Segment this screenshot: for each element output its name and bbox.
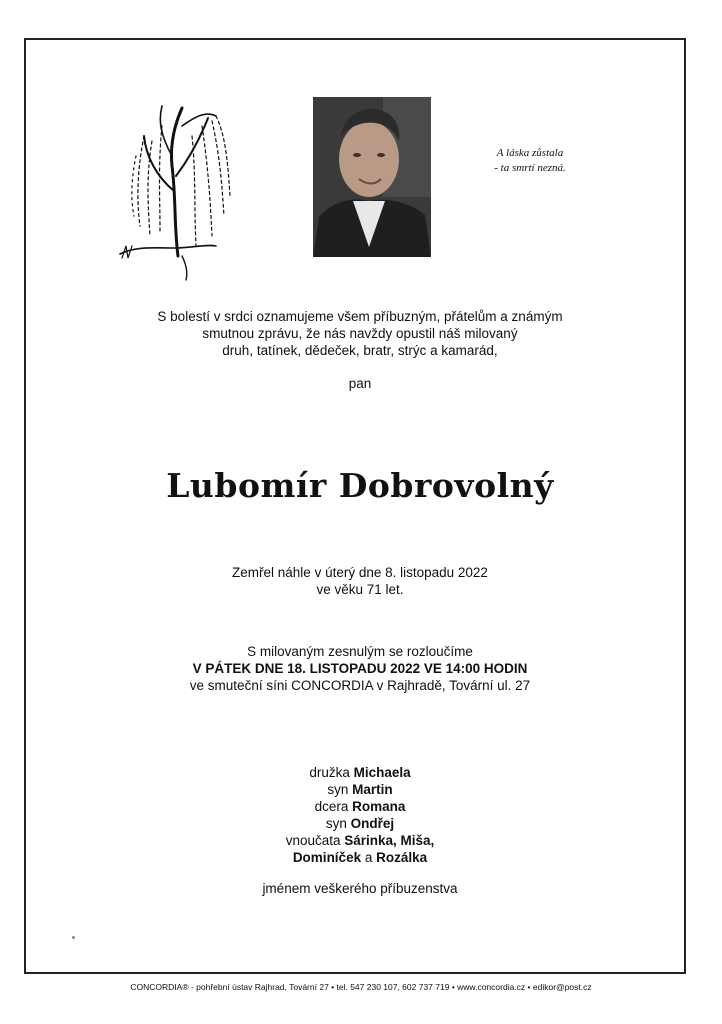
mourner-row — [60, 815, 660, 832]
mourner-name: Rozálka — [376, 850, 428, 865]
footer-contact: CONCORDIA® - pohřební ústav Rajhrad, Tovární 27 • tel. 547 230 107, 602 737 719 • www.concordia.cz • edikor@post.cz — [130, 982, 592, 992]
death-info — [60, 564, 660, 598]
mourner-relation: syn — [327, 782, 349, 797]
motto-line-2: - ta smrtí nezná. — [494, 162, 566, 174]
funeral-info — [60, 643, 660, 694]
mourner-name: Michaela — [353, 765, 411, 780]
mourner-relation: dcera — [314, 799, 349, 814]
deceased-name: Lubomír Dobrovolný — [166, 466, 554, 505]
motto-line-1: A láska zůstala — [496, 147, 564, 159]
funeral-venue: ve smuteční síni CONCORDIA v Rajhradě, Tovární ul. 27 — [189, 678, 531, 693]
mourners-list — [60, 764, 660, 866]
motto — [470, 146, 590, 176]
mourner-row — [60, 832, 660, 849]
mourner-conjunction: a — [364, 850, 373, 865]
mourner-row — [60, 798, 660, 815]
willow-tree-icon — [116, 96, 238, 282]
mourner-row — [60, 849, 660, 866]
announcement-intro — [60, 308, 660, 359]
mourner-relation: syn — [325, 816, 347, 831]
mourner-name: Martin — [352, 782, 393, 797]
scan-speck — [72, 936, 75, 939]
funeral-datetime: V PÁTEK DNE 18. LISTOPADU 2022 VE 14:00 HODIN — [192, 661, 528, 676]
mourner-name: Dominíček — [292, 850, 362, 865]
mourner-name: Sárinka, Miša, — [344, 833, 435, 848]
title-word: pan — [348, 376, 372, 391]
portrait-photo — [313, 97, 431, 257]
mourner-row — [60, 781, 660, 798]
mourner-relation: vnoučata — [285, 833, 341, 848]
intro-line-3: druh, tatínek, dědeček, bratr, strýc a kamarád, — [222, 343, 498, 358]
intro-line-1: S bolestí v srdci oznamujeme všem příbuzným, přátelům a známým — [157, 309, 563, 324]
death-line-2: ve věku 71 let. — [316, 582, 404, 597]
mourner-name: Romana — [352, 799, 406, 814]
intro-line-2: smutnou zprávu, že nás navždy opustil náš milovaný — [202, 326, 518, 341]
mourner-relation: družka — [309, 765, 350, 780]
funeral-line-1: S milovaným zesnulým se rozloučíme — [247, 644, 473, 659]
family-line: jménem veškerého příbuzenstva — [262, 881, 458, 896]
mourner-name: Ondřej — [350, 816, 395, 831]
mourner-row — [60, 764, 660, 781]
death-line-1: Zemřel náhle v úterý dne 8. listopadu 2022 — [232, 565, 488, 580]
